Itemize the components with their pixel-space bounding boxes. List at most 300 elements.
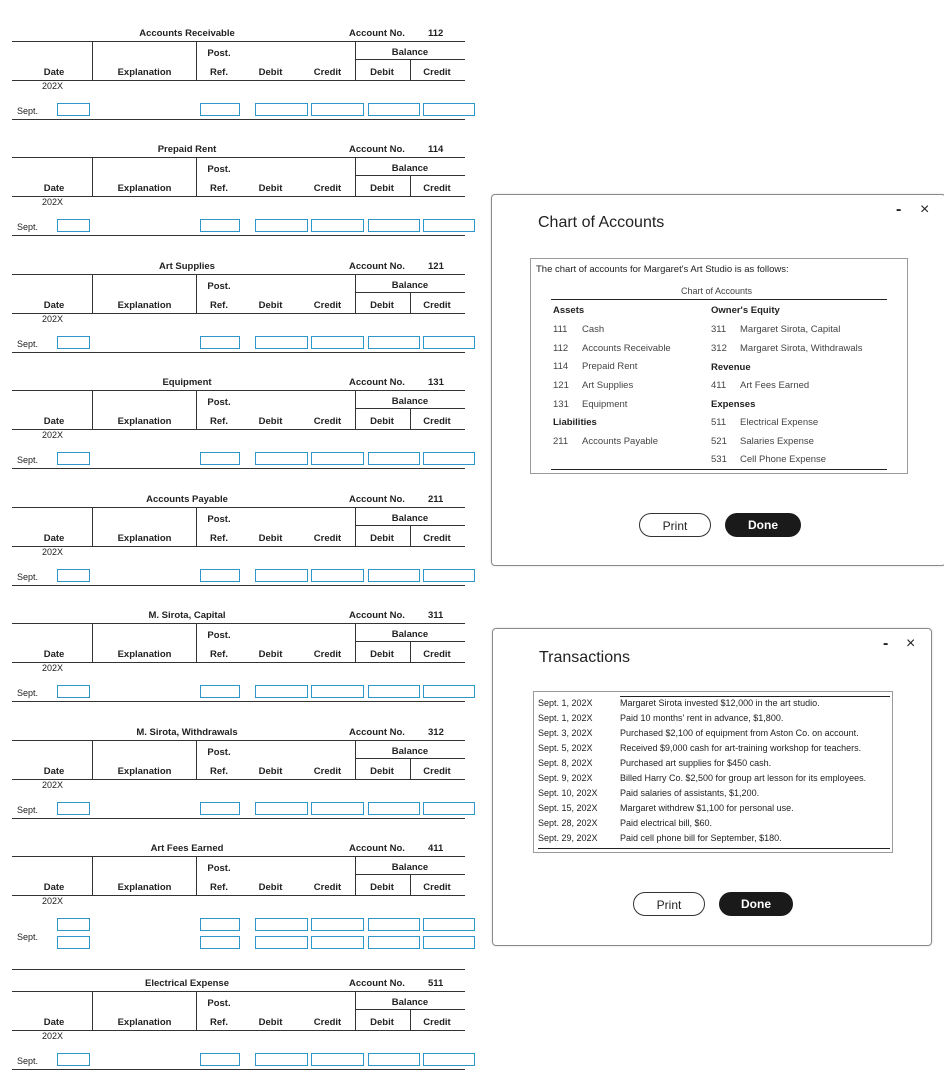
ref-header: Ref. [210, 416, 228, 427]
credit-input[interactable] [311, 219, 364, 232]
account-number: 121 [428, 261, 444, 272]
account-no-label: Account No. [349, 28, 405, 39]
ledger-bottom-rule [12, 818, 465, 819]
balance-credit-header: Credit [423, 1017, 451, 1028]
account-number: 112 [553, 342, 569, 354]
balance-header: Balance [391, 163, 429, 174]
date-input[interactable] [57, 452, 90, 465]
month-label: Sept. [17, 339, 39, 349]
balance-debit-input[interactable] [368, 219, 420, 232]
year-label: 202X [42, 81, 64, 91]
ledger-bottom-rule [12, 468, 465, 469]
balance-debit-input[interactable] [368, 802, 420, 815]
account-name: Accounts Receivable [139, 28, 235, 39]
balance-header: Balance [391, 862, 429, 873]
credit-input[interactable] [311, 569, 364, 582]
column-divider [410, 175, 411, 196]
ledger-bottom-rule [12, 701, 465, 702]
account-number: 511 [711, 417, 727, 428]
date-header: Date [43, 67, 65, 78]
post-header: Post. [207, 281, 231, 292]
debit-input[interactable] [255, 569, 308, 582]
transaction-description: Margaret withdrew $1,100 for personal use. [620, 803, 794, 813]
balance-header: Balance [391, 997, 429, 1008]
header-rule [12, 623, 465, 624]
transaction-description: Purchased art supplies for $450 cash. [620, 758, 772, 768]
date-input[interactable] [57, 569, 90, 582]
header-rule [12, 157, 465, 158]
date-input[interactable] [57, 336, 90, 349]
account-title: Salaries Expense [740, 435, 814, 447]
ledger-bottom-rule [12, 235, 465, 236]
chart-of-accounts-dialog [491, 194, 944, 566]
account-no-label: Account No. [349, 261, 405, 272]
date-input[interactable] [57, 219, 90, 232]
balance-debit-input[interactable] [368, 918, 420, 931]
year-label: 202X [42, 896, 64, 906]
date-header: Date [43, 649, 65, 660]
account-title: Margaret Sirota, Withdrawals [740, 342, 863, 354]
post-header: Post. [207, 397, 231, 408]
month-label: Sept. [17, 572, 39, 582]
chart-intro: The chart of accounts for Margaret's Art Studio is as follows: [536, 264, 789, 275]
credit-header: Credit [313, 416, 342, 427]
credit-input[interactable] [311, 1053, 364, 1066]
ledger-account [12, 494, 465, 588]
balance-header: Balance [391, 396, 429, 407]
account-no-label: Account No. [349, 843, 405, 854]
transaction-date: Sept. 29, 202X [538, 833, 598, 843]
balance-credit-header: Credit [423, 183, 451, 194]
credit-header: Credit [313, 300, 342, 311]
year-label: 202X [42, 430, 64, 440]
balance-debit-header: Debit [370, 533, 394, 544]
close-icon[interactable]: × [920, 201, 930, 218]
balance-debit-input[interactable] [368, 452, 420, 465]
post-header: Post. [207, 514, 231, 525]
balance-debit-header: Debit [370, 67, 394, 78]
balance-credit-header: Credit [423, 882, 451, 893]
column-divider [92, 507, 93, 546]
column-header-rule [12, 546, 465, 547]
ledger-bottom-rule [12, 1069, 465, 1070]
column-divider [410, 292, 411, 313]
balance-credit-input[interactable] [423, 1053, 475, 1066]
dialog-title: Chart of Accounts [538, 214, 665, 231]
explanation-header: Explanation [117, 183, 172, 194]
account-title: Margaret Sirota, Capital [740, 324, 841, 335]
transaction-date: Sept. 1, 202X [538, 713, 593, 723]
transactions-dialog [492, 628, 932, 946]
balance-credit-header: Credit [423, 766, 451, 777]
account-name: M. Sirota, Withdrawals [136, 727, 238, 738]
transaction-description: Received $9,000 cash for art-training workshop for teachers. [620, 743, 862, 753]
post-ref-input[interactable] [200, 1053, 240, 1066]
post-header: Post. [207, 747, 231, 758]
credit-header: Credit [313, 649, 342, 660]
done-button[interactable]: Done [725, 513, 801, 537]
ledger-account [12, 727, 465, 821]
debit-header: Debit [258, 183, 283, 194]
account-title: Cell Phone Expense [740, 454, 827, 466]
assets-heading: Assets [553, 305, 585, 316]
year-label: 202X [42, 547, 64, 557]
post-ref-input[interactable] [200, 936, 240, 949]
chart-top-rule [551, 299, 887, 300]
column-header-rule [12, 429, 465, 430]
balance-debit-header: Debit [370, 649, 394, 660]
transaction-description: Paid salaries of assistants, $1,200. [620, 788, 760, 798]
post-header: Post. [207, 48, 231, 59]
balance-debit-header: Debit [370, 183, 394, 194]
transaction-date: Sept. 1, 202X [538, 698, 593, 708]
account-name: Prepaid Rent [157, 144, 217, 155]
transaction-date: Sept. 3, 202X [538, 728, 593, 738]
credit-header: Credit [313, 882, 342, 893]
ledger-account [12, 843, 465, 942]
account-title: Prepaid Rent [582, 361, 638, 373]
date-input[interactable] [57, 802, 90, 815]
date-header: Date [43, 882, 65, 893]
column-header-rule [12, 313, 465, 314]
credit-input[interactable] [311, 936, 364, 949]
post-ref-input[interactable] [200, 685, 240, 698]
balance-header: Balance [391, 629, 429, 640]
debit-input[interactable] [255, 802, 308, 815]
post-ref-input[interactable] [200, 103, 240, 116]
account-number: 111 [553, 324, 568, 335]
column-divider [92, 991, 93, 1030]
balance-credit-header: Credit [423, 533, 451, 544]
account-number: 112 [428, 28, 444, 39]
balance-credit-input[interactable] [423, 219, 475, 232]
transactions-bottom-rule [538, 848, 890, 849]
transaction-description: Purchased $2,100 of equipment from Aston Co. on account. [620, 728, 859, 738]
header-rule [12, 991, 465, 992]
account-number: 312 [711, 342, 727, 354]
credit-input[interactable] [311, 802, 364, 815]
debit-input[interactable] [255, 103, 308, 116]
date-input[interactable] [57, 918, 90, 931]
balance-credit-header: Credit [423, 416, 451, 427]
year-label: 202X [42, 663, 64, 673]
balance-header: Balance [391, 513, 429, 524]
transaction-date: Sept. 8, 202X [538, 758, 593, 768]
post-ref-input[interactable] [200, 802, 240, 815]
account-number: 121 [553, 380, 569, 392]
date-header: Date [43, 533, 65, 544]
ledger-account [12, 28, 465, 122]
debit-header: Debit [258, 766, 283, 777]
account-no-label: Account No. [349, 377, 405, 388]
credit-header: Credit [313, 1017, 342, 1028]
done-button[interactable]: Done [719, 892, 793, 916]
balance-credit-header: Credit [423, 67, 451, 78]
chart-table-title: Chart of Accounts [681, 286, 753, 296]
account-title: Accounts Payable [582, 436, 659, 447]
date-input[interactable] [57, 1053, 90, 1066]
explanation-header: Explanation [117, 300, 172, 311]
month-label: Sept. [17, 106, 39, 116]
account-name: Art Supplies [159, 261, 215, 272]
date-header: Date [43, 416, 65, 427]
ledger-bottom-rule [12, 352, 465, 353]
balance-credit-input[interactable] [423, 336, 475, 349]
post-header: Post. [207, 630, 231, 641]
column-header-rule [12, 80, 465, 81]
credit-header: Credit [313, 67, 342, 78]
print-button[interactable]: Print [639, 513, 711, 537]
balance-debit-header: Debit [370, 766, 394, 777]
account-no-label: Account No. [349, 978, 405, 989]
transaction-date: Sept. 9, 202X [538, 773, 593, 783]
ref-header: Ref. [210, 1017, 228, 1028]
ref-header: Ref. [210, 882, 228, 893]
credit-input[interactable] [311, 336, 364, 349]
column-divider [92, 740, 93, 779]
balance-debit-input[interactable] [368, 569, 420, 582]
debit-header: Debit [258, 882, 283, 893]
debit-header: Debit [258, 416, 283, 427]
month-label: Sept. [17, 1056, 39, 1066]
minimize-icon[interactable]: - [883, 635, 889, 652]
ref-header: Ref. [210, 649, 228, 660]
column-divider [410, 641, 411, 662]
debit-header: Debit [258, 300, 283, 311]
balance-header: Balance [391, 280, 429, 291]
balance-debit-input[interactable] [368, 103, 420, 116]
explanation-header: Explanation [117, 533, 172, 544]
account-title: Equipment [582, 398, 628, 410]
column-header-rule [12, 895, 465, 896]
column-divider [92, 856, 93, 895]
debit-header: Debit [258, 533, 283, 544]
header-rule [12, 507, 465, 508]
account-number: 131 [553, 398, 569, 410]
balance-debit-input[interactable] [368, 336, 420, 349]
chart-bottom-rule [551, 469, 887, 470]
chart-panel [530, 258, 908, 474]
print-button[interactable]: Print [633, 892, 705, 916]
year-label: 202X [42, 780, 64, 790]
debit-header: Debit [258, 649, 283, 660]
account-number: 311 [711, 324, 727, 335]
column-divider [92, 41, 93, 80]
explanation-header: Explanation [117, 67, 172, 78]
header-rule [12, 740, 465, 741]
month-label: Sept. [17, 688, 39, 698]
credit-header: Credit [313, 533, 342, 544]
dialog-title: Transactions [539, 649, 630, 666]
balance-header: Balance [391, 47, 429, 58]
credit-input[interactable] [311, 452, 364, 465]
credit-header: Credit [313, 766, 342, 777]
credit-input[interactable] [311, 103, 364, 116]
column-divider [92, 390, 93, 429]
account-name: Accounts Payable [146, 494, 228, 505]
account-no-label: Account No. [349, 610, 405, 621]
account-number: 114 [553, 361, 569, 373]
account-number: 211 [553, 436, 569, 447]
balance-credit-input[interactable] [423, 936, 475, 949]
balance-header: Balance [391, 746, 429, 757]
balance-debit-header: Debit [370, 1017, 394, 1028]
debit-input[interactable] [255, 219, 308, 232]
balance-debit-input[interactable] [368, 936, 420, 949]
post-ref-input[interactable] [200, 452, 240, 465]
debit-input[interactable] [255, 936, 308, 949]
account-number: 531 [711, 454, 727, 466]
account-name: Art Fees Earned [150, 843, 224, 854]
revenue-heading: Revenue [711, 362, 751, 373]
account-title: Art Fees Earned [740, 380, 810, 391]
account-name: Equipment [162, 377, 212, 388]
minimize-icon[interactable]: - [896, 201, 902, 218]
month-label: Sept. [17, 455, 39, 465]
ref-header: Ref. [210, 183, 228, 194]
transaction-description: Paid electrical bill, $60. [620, 818, 713, 828]
column-divider [92, 157, 93, 196]
ledger-account [12, 978, 465, 1072]
credit-input[interactable] [311, 918, 364, 931]
account-number: 311 [428, 610, 444, 621]
balance-debit-input[interactable] [368, 685, 420, 698]
ledger-account [12, 377, 465, 471]
account-no-label: Account No. [349, 727, 405, 738]
balance-credit-input[interactable] [423, 452, 475, 465]
ref-header: Ref. [210, 67, 228, 78]
explanation-header: Explanation [117, 882, 172, 893]
account-name: M. Sirota, Capital [148, 610, 226, 621]
transaction-description: Paid cell phone bill for September, $180. [620, 833, 782, 843]
date-header: Date [43, 300, 65, 311]
column-header-rule [12, 196, 465, 197]
debit-header: Debit [258, 1017, 283, 1028]
account-number: 411 [711, 380, 727, 391]
post-ref-input[interactable] [200, 569, 240, 582]
account-title: Cash [582, 324, 605, 335]
post-header: Post. [207, 164, 231, 175]
post-ref-input[interactable] [200, 918, 240, 931]
balance-debit-header: Debit [370, 416, 394, 427]
month-label: Sept. [17, 222, 39, 232]
month-label: Sept. [17, 932, 39, 942]
year-label: 202X [42, 197, 64, 207]
balance-credit-input[interactable] [423, 569, 475, 582]
account-no-label: Account No. [349, 144, 405, 155]
balance-credit-header: Credit [423, 300, 451, 311]
transaction-description: Billed Harry Co. $2,500 for group art lesson for its employees. [620, 773, 867, 783]
column-header-rule [12, 1030, 465, 1031]
column-divider [410, 1009, 411, 1030]
header-rule [12, 390, 465, 391]
account-number: 131 [428, 377, 444, 388]
liabilities-heading: Liabilities [553, 417, 597, 428]
column-divider [410, 525, 411, 546]
balance-credit-input[interactable] [423, 103, 475, 116]
ref-header: Ref. [210, 766, 228, 777]
header-rule [12, 41, 465, 42]
explanation-header: Explanation [117, 416, 172, 427]
balance-credit-input[interactable] [423, 685, 475, 698]
explanation-header: Explanation [117, 766, 172, 777]
year-label: 202X [42, 1031, 64, 1041]
column-divider [92, 274, 93, 313]
header-rule [12, 274, 465, 275]
debit-input[interactable] [255, 685, 308, 698]
post-header: Post. [207, 863, 231, 874]
debit-input[interactable] [255, 452, 308, 465]
account-title: Electrical Expense [740, 417, 819, 428]
balance-credit-input[interactable] [423, 802, 475, 815]
date-header: Date [43, 1017, 65, 1028]
date-input[interactable] [57, 103, 90, 116]
column-divider [410, 758, 411, 779]
column-divider [92, 623, 93, 662]
account-no-label: Account No. [349, 494, 405, 505]
credit-input[interactable] [311, 685, 364, 698]
account-title: Accounts Receivable [582, 342, 671, 354]
account-name: Electrical Expense [145, 978, 229, 989]
column-divider [410, 874, 411, 895]
account-number: 521 [711, 435, 727, 447]
transaction-description: Margaret Sirota invested $12,000 in the art studio. [620, 698, 820, 708]
post-header: Post. [207, 998, 231, 1009]
close-icon[interactable]: × [906, 635, 916, 652]
account-number: 312 [428, 727, 444, 738]
debit-input[interactable] [255, 336, 308, 349]
explanation-header: Explanation [117, 1017, 172, 1028]
explanation-header: Explanation [117, 649, 172, 660]
balance-debit-header: Debit [370, 882, 394, 893]
transactions-panel [533, 691, 893, 853]
ledger-bottom-rule [12, 969, 465, 970]
account-title: Art Supplies [582, 380, 634, 392]
header-rule [12, 856, 465, 857]
account-number: 114 [428, 144, 444, 155]
ledger-bottom-rule [12, 585, 465, 586]
debit-input[interactable] [255, 918, 308, 931]
expenses-heading: Expenses [711, 399, 756, 410]
balance-debit-input[interactable] [368, 1053, 420, 1066]
column-divider [410, 408, 411, 429]
transaction-date: Sept. 28, 202X [538, 818, 598, 828]
account-number: 411 [428, 843, 444, 854]
account-number: 211 [428, 494, 444, 505]
equity-heading: Owner's Equity [711, 305, 780, 316]
credit-header: Credit [313, 183, 342, 194]
transaction-date: Sept. 10, 202X [538, 788, 598, 798]
ledger-bottom-rule [12, 119, 465, 120]
year-label: 202X [42, 314, 64, 324]
ledger-account [12, 261, 465, 355]
ledger-account [12, 610, 465, 704]
ledger-account [12, 144, 465, 238]
column-divider [410, 59, 411, 80]
debit-input[interactable] [255, 1053, 308, 1066]
date-input[interactable] [57, 685, 90, 698]
post-ref-input[interactable] [200, 336, 240, 349]
transaction-date: Sept. 15, 202X [538, 803, 598, 813]
ref-header: Ref. [210, 300, 228, 311]
balance-credit-input[interactable] [423, 918, 475, 931]
post-ref-input[interactable] [200, 219, 240, 232]
ref-header: Ref. [210, 533, 228, 544]
transaction-description: Paid 10 months' rent in advance, $1,800. [620, 713, 784, 723]
column-header-rule [12, 662, 465, 663]
balance-debit-header: Debit [370, 300, 394, 311]
date-input[interactable] [57, 936, 90, 949]
